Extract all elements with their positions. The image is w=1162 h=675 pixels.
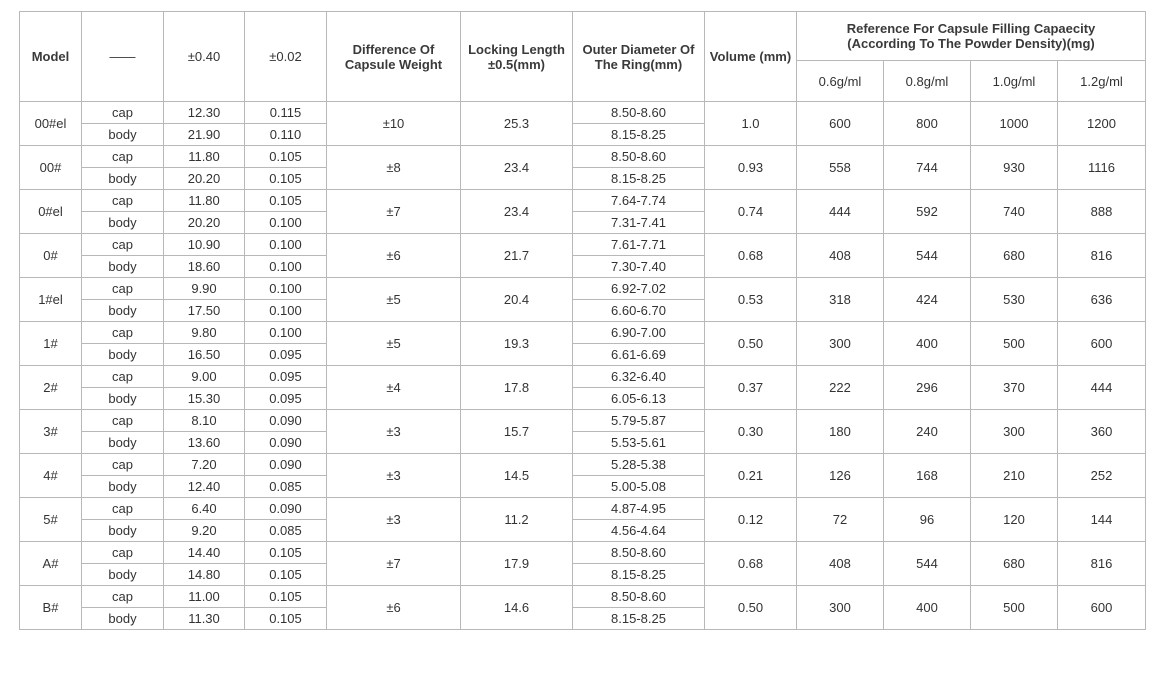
locking-length-cell: 21.7 (461, 234, 573, 278)
table-row (20, 454, 1146, 476)
volume-cell: 1.0 (705, 102, 797, 146)
weight-difference-cell: ±5 (327, 322, 461, 366)
thickness-cell: 0.100 (245, 234, 327, 256)
table-row (20, 190, 1146, 212)
header-density: 0.6g/ml (797, 61, 884, 102)
filling-cell: 800 (884, 102, 971, 146)
part-cell: body (82, 564, 164, 586)
part-cell: body (82, 520, 164, 542)
volume-cell: 0.50 (705, 586, 797, 630)
outer-diameter-cell: 7.61-7.71 (573, 234, 705, 256)
weight-difference-cell: ±8 (327, 146, 461, 190)
thickness-cell: 0.105 (245, 146, 327, 168)
header-model: Model (20, 12, 82, 102)
filling-cell: 544 (884, 234, 971, 278)
thickness-cell: 0.100 (245, 256, 327, 278)
outer-diameter-cell: 5.79-5.87 (573, 410, 705, 432)
weight-cell: 20.20 (164, 168, 245, 190)
model-cell: 1#el (20, 278, 82, 322)
outer-diameter-cell: 8.50-8.60 (573, 542, 705, 564)
thickness-cell: 0.100 (245, 212, 327, 234)
filling-cell: 558 (797, 146, 884, 190)
filling-cell: 680 (971, 234, 1058, 278)
filling-cell: 444 (797, 190, 884, 234)
thickness-cell: 0.090 (245, 432, 327, 454)
volume-cell: 0.68 (705, 542, 797, 586)
filling-cell: 1200 (1058, 102, 1146, 146)
filling-cell: 600 (1058, 322, 1146, 366)
filling-cell: 240 (884, 410, 971, 454)
table-row (20, 542, 1146, 564)
weight-cell: 9.90 (164, 278, 245, 300)
header-volume: Volume (mm) (705, 12, 797, 102)
model-cell: 5# (20, 498, 82, 542)
table-row (20, 366, 1146, 388)
table-row (20, 278, 1146, 300)
part-cell: cap (82, 542, 164, 564)
filling-cell: 424 (884, 278, 971, 322)
filling-cell: 296 (884, 366, 971, 410)
weight-difference-cell: ±3 (327, 454, 461, 498)
weight-difference-cell: ±4 (327, 366, 461, 410)
table-row (20, 322, 1146, 344)
thickness-cell: 0.095 (245, 344, 327, 366)
volume-cell: 0.74 (705, 190, 797, 234)
locking-length-cell: 19.3 (461, 322, 573, 366)
thickness-cell: 0.085 (245, 520, 327, 542)
weight-difference-cell: ±3 (327, 410, 461, 454)
filling-cell: 120 (971, 498, 1058, 542)
part-cell: body (82, 344, 164, 366)
model-cell: 00# (20, 146, 82, 190)
model-cell: 00#el (20, 102, 82, 146)
table-row (20, 234, 1146, 256)
thickness-cell: 0.105 (245, 190, 327, 212)
weight-cell: 11.80 (164, 190, 245, 212)
thickness-cell: 0.095 (245, 388, 327, 410)
outer-diameter-cell: 6.61-6.69 (573, 344, 705, 366)
filling-cell: 1000 (971, 102, 1058, 146)
outer-diameter-cell: 6.05-6.13 (573, 388, 705, 410)
weight-cell: 16.50 (164, 344, 245, 366)
filling-cell: 180 (797, 410, 884, 454)
weight-cell: 11.80 (164, 146, 245, 168)
model-cell: 3# (20, 410, 82, 454)
part-cell: body (82, 476, 164, 498)
filling-cell: 930 (971, 146, 1058, 190)
weight-difference-cell: ±6 (327, 586, 461, 630)
filling-cell: 680 (971, 542, 1058, 586)
filling-cell: 744 (884, 146, 971, 190)
locking-length-cell: 14.5 (461, 454, 573, 498)
part-cell: body (82, 124, 164, 146)
weight-cell: 6.40 (164, 498, 245, 520)
filling-cell: 500 (971, 586, 1058, 630)
filling-cell: 300 (797, 586, 884, 630)
part-cell: body (82, 388, 164, 410)
header-weight-difference: Difference Of Capsule Weight (327, 12, 461, 102)
filling-cell: 96 (884, 498, 971, 542)
outer-diameter-cell: 6.92-7.02 (573, 278, 705, 300)
locking-length-cell: 17.9 (461, 542, 573, 586)
filling-cell: 210 (971, 454, 1058, 498)
part-cell: cap (82, 102, 164, 124)
filling-cell: 408 (797, 542, 884, 586)
weight-difference-cell: ±7 (327, 190, 461, 234)
part-cell: cap (82, 146, 164, 168)
part-cell: body (82, 212, 164, 234)
thickness-cell: 0.110 (245, 124, 327, 146)
filling-cell: 530 (971, 278, 1058, 322)
volume-cell: 0.53 (705, 278, 797, 322)
model-cell: B# (20, 586, 82, 630)
filling-cell: 888 (1058, 190, 1146, 234)
volume-cell: 0.21 (705, 454, 797, 498)
part-cell: body (82, 256, 164, 278)
weight-cell: 12.30 (164, 102, 245, 124)
model-cell: 2# (20, 366, 82, 410)
thickness-cell: 0.105 (245, 542, 327, 564)
weight-cell: 14.80 (164, 564, 245, 586)
volume-cell: 0.12 (705, 498, 797, 542)
filling-cell: 222 (797, 366, 884, 410)
model-cell: 0#el (20, 190, 82, 234)
weight-cell: 10.90 (164, 234, 245, 256)
filling-cell: 370 (971, 366, 1058, 410)
header-outer-diameter: Outer Diameter Of The Ring(mm) (573, 12, 705, 102)
volume-cell: 0.68 (705, 234, 797, 278)
outer-diameter-cell: 7.64-7.74 (573, 190, 705, 212)
locking-length-cell: 17.8 (461, 366, 573, 410)
filling-cell: 400 (884, 322, 971, 366)
table-row (20, 146, 1146, 168)
filling-cell: 444 (1058, 366, 1146, 410)
volume-cell: 0.50 (705, 322, 797, 366)
weight-cell: 9.80 (164, 322, 245, 344)
header-density: 1.2g/ml (1058, 61, 1146, 102)
capsule-spec-table (19, 11, 1146, 630)
part-cell: body (82, 432, 164, 454)
model-cell: 0# (20, 234, 82, 278)
header-weight-tolerance: ±0.40 (164, 12, 245, 102)
filling-cell: 400 (884, 586, 971, 630)
outer-diameter-cell: 8.15-8.25 (573, 564, 705, 586)
weight-cell: 21.90 (164, 124, 245, 146)
locking-length-cell: 11.2 (461, 498, 573, 542)
weight-cell: 8.10 (164, 410, 245, 432)
weight-cell: 7.20 (164, 454, 245, 476)
filling-cell: 636 (1058, 278, 1146, 322)
outer-diameter-cell: 5.00-5.08 (573, 476, 705, 498)
table-row (20, 102, 1146, 124)
outer-diameter-cell: 4.56-4.64 (573, 520, 705, 542)
outer-diameter-cell: 8.50-8.60 (573, 586, 705, 608)
header-part: —— (82, 12, 164, 102)
weight-cell: 12.40 (164, 476, 245, 498)
weight-cell: 9.00 (164, 366, 245, 388)
outer-diameter-cell: 8.15-8.25 (573, 168, 705, 190)
outer-diameter-cell: 5.53-5.61 (573, 432, 705, 454)
header-density: 1.0g/ml (971, 61, 1058, 102)
volume-cell: 0.30 (705, 410, 797, 454)
locking-length-cell: 20.4 (461, 278, 573, 322)
locking-length-cell: 14.6 (461, 586, 573, 630)
part-cell: cap (82, 234, 164, 256)
header-density: 0.8g/ml (884, 61, 971, 102)
header-locking-length: Locking Length ±0.5(mm) (461, 12, 573, 102)
outer-diameter-cell: 7.30-7.40 (573, 256, 705, 278)
part-cell: cap (82, 322, 164, 344)
filling-cell: 600 (797, 102, 884, 146)
part-cell: cap (82, 190, 164, 212)
outer-diameter-cell: 6.60-6.70 (573, 300, 705, 322)
outer-diameter-cell: 7.31-7.41 (573, 212, 705, 234)
volume-cell: 0.93 (705, 146, 797, 190)
part-cell: cap (82, 278, 164, 300)
locking-length-cell: 15.7 (461, 410, 573, 454)
header-filling-reference: Reference For Capsule Filling Capaecity (According To The Powder Density)(mg) (797, 12, 1146, 61)
filling-cell: 360 (1058, 410, 1146, 454)
weight-difference-cell: ±5 (327, 278, 461, 322)
weight-difference-cell: ±3 (327, 498, 461, 542)
filling-cell: 168 (884, 454, 971, 498)
thickness-cell: 0.090 (245, 410, 327, 432)
thickness-cell: 0.100 (245, 278, 327, 300)
filling-cell: 126 (797, 454, 884, 498)
model-cell: 1# (20, 322, 82, 366)
table-body (20, 102, 1146, 630)
weight-cell: 11.00 (164, 586, 245, 608)
thickness-cell: 0.090 (245, 454, 327, 476)
thickness-cell: 0.095 (245, 366, 327, 388)
weight-cell: 11.30 (164, 608, 245, 630)
filling-cell: 72 (797, 498, 884, 542)
table-row (20, 410, 1146, 432)
weight-cell: 9.20 (164, 520, 245, 542)
weight-cell: 17.50 (164, 300, 245, 322)
filling-cell: 408 (797, 234, 884, 278)
table-row (20, 498, 1146, 520)
thickness-cell: 0.115 (245, 102, 327, 124)
model-cell: 4# (20, 454, 82, 498)
weight-cell: 14.40 (164, 542, 245, 564)
locking-length-cell: 23.4 (461, 146, 573, 190)
thickness-cell: 0.105 (245, 586, 327, 608)
filling-cell: 300 (971, 410, 1058, 454)
filling-cell: 740 (971, 190, 1058, 234)
filling-cell: 592 (884, 190, 971, 234)
outer-diameter-cell: 8.15-8.25 (573, 124, 705, 146)
part-cell: cap (82, 498, 164, 520)
thickness-cell: 0.100 (245, 322, 327, 344)
filling-cell: 544 (884, 542, 971, 586)
weight-cell: 15.30 (164, 388, 245, 410)
outer-diameter-cell: 8.15-8.25 (573, 608, 705, 630)
filling-cell: 1116 (1058, 146, 1146, 190)
part-cell: cap (82, 366, 164, 388)
part-cell: cap (82, 586, 164, 608)
filling-cell: 318 (797, 278, 884, 322)
filling-cell: 252 (1058, 454, 1146, 498)
filling-cell: 600 (1058, 586, 1146, 630)
part-cell: cap (82, 410, 164, 432)
part-cell: body (82, 608, 164, 630)
weight-cell: 18.60 (164, 256, 245, 278)
thickness-cell: 0.105 (245, 564, 327, 586)
weight-cell: 13.60 (164, 432, 245, 454)
locking-length-cell: 23.4 (461, 190, 573, 234)
thickness-cell: 0.100 (245, 300, 327, 322)
filling-cell: 300 (797, 322, 884, 366)
weight-difference-cell: ±6 (327, 234, 461, 278)
outer-diameter-cell: 8.50-8.60 (573, 102, 705, 124)
thickness-cell: 0.090 (245, 498, 327, 520)
weight-cell: 20.20 (164, 212, 245, 234)
filling-cell: 500 (971, 322, 1058, 366)
part-cell: body (82, 168, 164, 190)
outer-diameter-cell: 5.28-5.38 (573, 454, 705, 476)
locking-length-cell: 25.3 (461, 102, 573, 146)
outer-diameter-cell: 6.32-6.40 (573, 366, 705, 388)
thickness-cell: 0.105 (245, 168, 327, 190)
filling-cell: 816 (1058, 542, 1146, 586)
weight-difference-cell: ±10 (327, 102, 461, 146)
outer-diameter-cell: 6.90-7.00 (573, 322, 705, 344)
model-cell: A# (20, 542, 82, 586)
part-cell: body (82, 300, 164, 322)
filling-cell: 816 (1058, 234, 1146, 278)
filling-cell: 144 (1058, 498, 1146, 542)
header-thickness-tolerance: ±0.02 (245, 12, 327, 102)
thickness-cell: 0.105 (245, 608, 327, 630)
outer-diameter-cell: 4.87-4.95 (573, 498, 705, 520)
part-cell: cap (82, 454, 164, 476)
outer-diameter-cell: 8.50-8.60 (573, 146, 705, 168)
table-row (20, 586, 1146, 608)
thickness-cell: 0.085 (245, 476, 327, 498)
weight-difference-cell: ±7 (327, 542, 461, 586)
volume-cell: 0.37 (705, 366, 797, 410)
